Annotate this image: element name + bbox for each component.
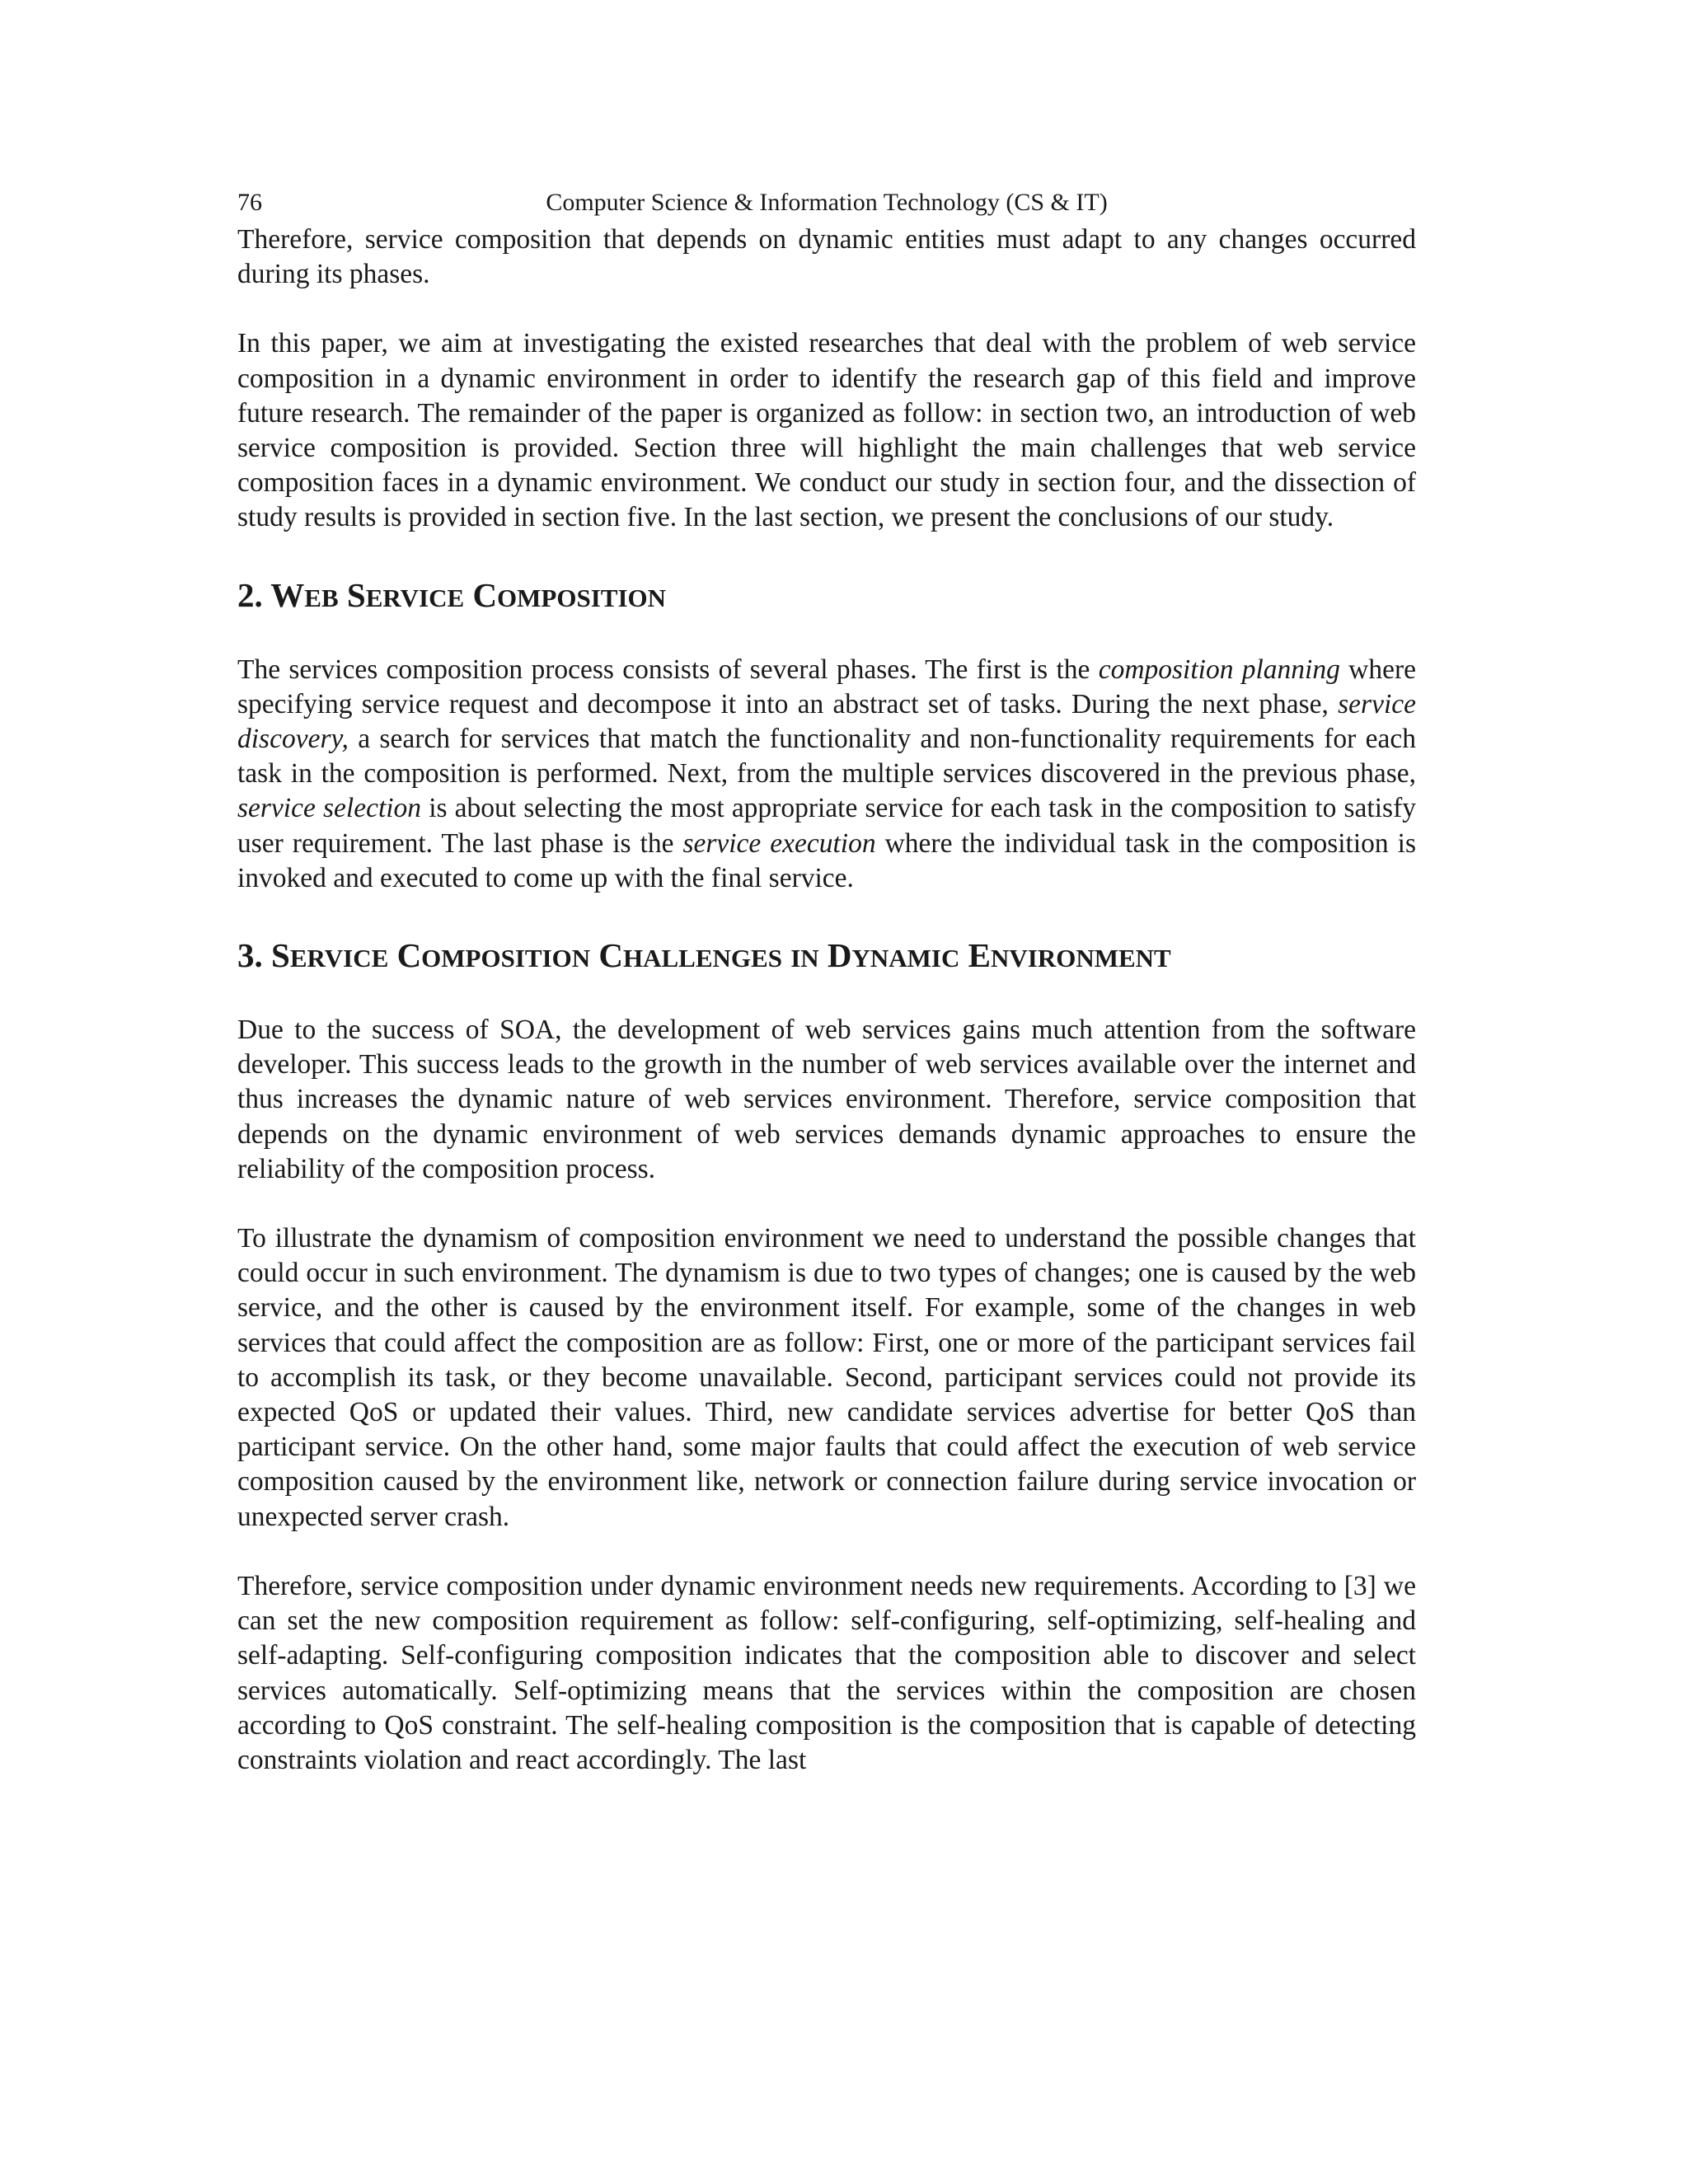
section-heading-composition-challenges: 3. SERVICE COMPOSITION CHALLENGES IN DYNAMIC ENVIRONMENT (237, 936, 1171, 975)
journal-title: Computer Science & Information Technology (CS & IT) (546, 189, 1108, 216)
section-heading-web-service-composition: 2. WEB SERVICE COMPOSITION (237, 575, 667, 614)
paragraph-composition-phases: The services composition process consists of several phases. The first is the composition planning where specifying service request and decompose it into an abstract set of tasks. During the next phase, service discovery, a search for services that match the functionality and non-functionality requirements for each task in the composition is performed. Next, from the multiple services discovered in the previous phase, service selection is about selecting the most appropriate service for each task in the composition to satisfy user requirement. The last phase is the service execution where the individual task in the composition is invoked and executed to come up with the final service. (237, 654, 1416, 893)
page-number: 76 (237, 189, 262, 216)
paragraph-paper-outline: In this paper, we aim at investigating the existed researches that deal with the problem of web service composition in a dynamic environment in order to identify the research gap of this field and improve future research. The remainder of the paper is organized as follow: in section two, an introduction of web service composition is provided. Section three will highlight the main challenges that web service composition faces in a dynamic environment. We conduct our study in section four, and the dissection of study results is provided in section five. In the last section, we present the conclusions of our study. (237, 328, 1416, 533)
paragraph-dynamism-changes: To illustrate the dynamism of composition environment we need to understand the possible changes that could occur in such environment. The dynamism is due to two types of changes; one is caused by the web service, and the other is caused by the environment itself. For example, some of the changes in web services that could affect the composition are as follow: First, one or more of the participant services fail to accomplish its task, or they become unavailable. Second, participant services could not provide its expected QoS or updated their values. Third, new candidate services advertise for better QoS than participant service. On the other hand, some major faults that could affect the execution of web service composition caused by the environment like, network or connection failure during service invocation or unexpected server crash. (237, 1223, 1416, 1532)
paragraph-soa-success: Due to the success of SOA, the development of web services gains much attention from the software developer. This success leads to the growth in the number of web services available over the internet and thus increases the dynamic nature of web services environment. Therefore, service composition that depends on the dynamic environment of web services demands dynamic approaches to ensure the reliability of the composition process. (237, 1015, 1416, 1184)
paper-page (237, 183, 1416, 1812)
paragraph-new-requirements: Therefore, service composition under dynamic environment needs new requirements. According to [3] we can set the new composition requirement as follow: self-configuring, self-optimizing, self-healing and self-adapting. Self-configuring composition indicates that the composition able to discover and select services automatically. Self-optimizing means that the services within the composition are chosen according to QoS constraint. The self-healing composition is the composition that is capable of detecting constraints violation and react accordingly. The last (237, 1570, 1416, 1775)
running-header (237, 183, 1416, 223)
paragraph-intro-end: Therefore, service composition that depends on dynamic entities must adapt to any changes occurred during its phases. (237, 224, 1416, 290)
